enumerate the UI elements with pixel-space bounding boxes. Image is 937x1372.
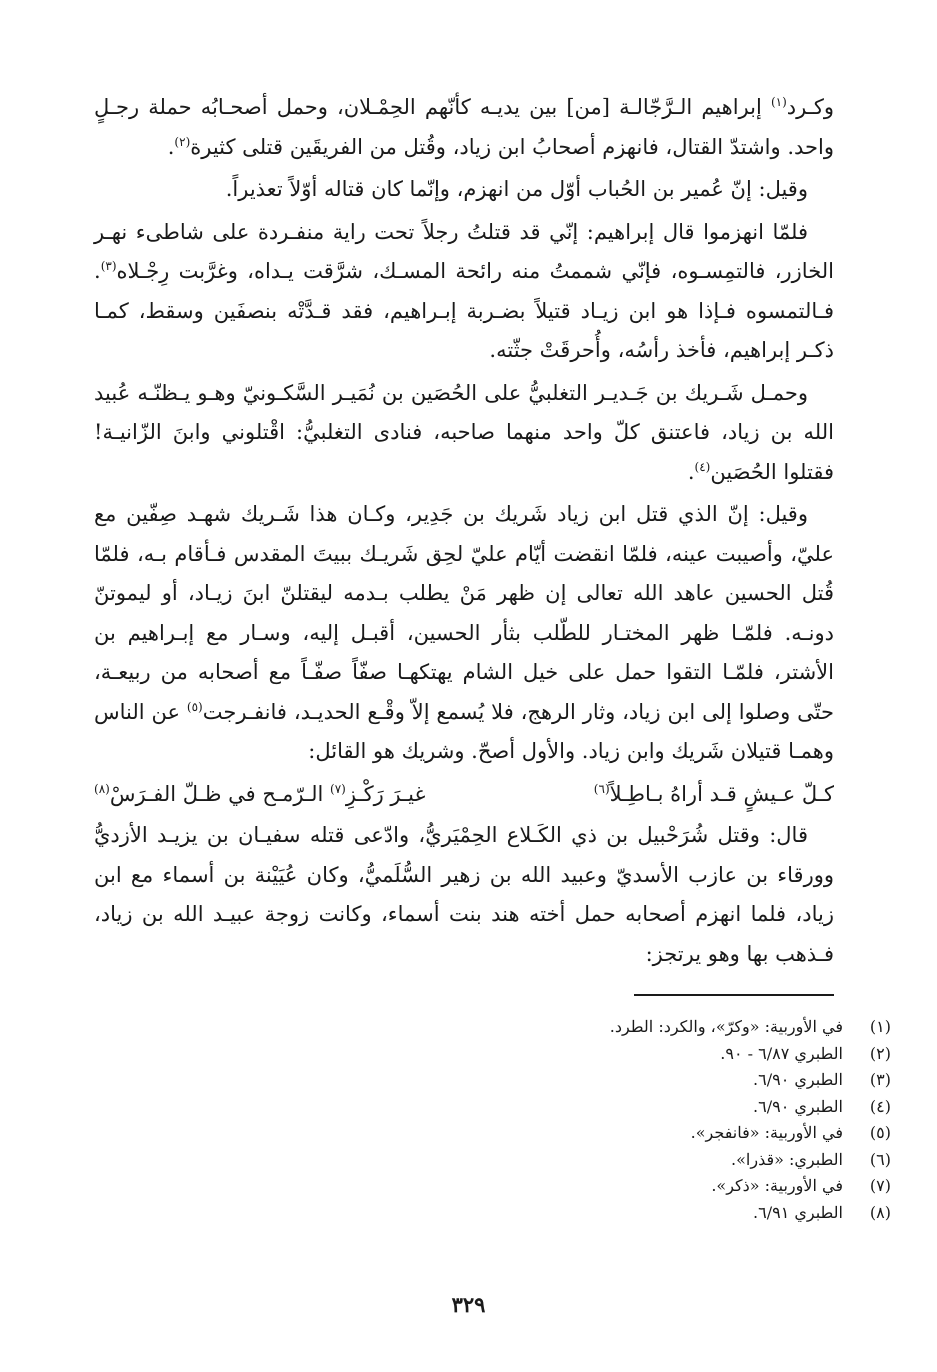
footnote-8 — [471, 1200, 891, 1227]
footnote-number: (٧) — [869, 1176, 891, 1195]
footnote-6 — [471, 1147, 891, 1174]
text-run: فلمّا انهزموا قال إبراهيم: إنّي قد قتلتُ رجلاً تحت راية منفـردة على شاطىء نهـر الخازر، فالتمِسـوه، فإنّي شممتُ منه رائحة المسـك، شرَّقت يـداه، وغرَّبت رِجْـلاه — [94, 219, 834, 283]
footnote-4 — [471, 1094, 891, 1121]
footnote-text: في الأوربية: «فانفجر». — [690, 1123, 843, 1142]
text-run: وقيل: إنّ عُمير بن الحُباب أوّل من انهزم، وإنّما كان قتاله أوّلاً تعذيراً. — [225, 177, 808, 201]
footnote-ref-6[interactable]: (٦) — [593, 781, 610, 796]
poem-verse — [94, 775, 834, 815]
page-number: ٣٢٩ — [451, 1292, 486, 1317]
text-run: عن الناس وهمـا قتيلان شَريك وابن زياد. والأول أصحّ. وشريك هو القائل: — [94, 699, 834, 763]
footnote-3 — [471, 1067, 891, 1094]
footnote-text: الطبري ٦/٩٠. — [753, 1070, 843, 1089]
text-run: قال: وقتل شُرَحْبيل بن ذي الكَـلاع الحِمْيَريُّ، وادّعى قتله سفيـان بن يزيـد الأزديُّ وورقاء بن عازب الأسديّ وعبيد الله بن زهير السُّلَميُّ، وكان عُيَيْنة بن أسماء مع ابن زياد، فلما انهزم أصحابه حمل أخته هند بنت أسماء، وكانت زوجة عبيـد الله بن زياد، فـذهب بها وهو يرتجز: — [94, 823, 834, 966]
footnote-ref-7[interactable]: (٧) — [330, 781, 346, 796]
text-run: الـرّمـح في ظـلّ الفـرَسْ — [109, 781, 330, 806]
paragraph-5 — [94, 495, 834, 772]
paragraph-2 — [94, 170, 834, 210]
footnote-ref-1[interactable]: (١) — [770, 95, 787, 109]
text-run: وكـرد — [786, 95, 834, 119]
paragraph-6 — [94, 816, 834, 974]
footnote-number: (٦) — [869, 1149, 891, 1169]
main-text — [94, 88, 834, 977]
paragraph-3 — [94, 213, 834, 371]
footnote-5 — [471, 1120, 891, 1147]
footnote-7 — [471, 1173, 891, 1200]
verse-first-hemistich — [594, 775, 834, 815]
verse-second-hemistich — [94, 775, 425, 815]
footnote-ref-5[interactable]: (٥) — [186, 699, 203, 714]
text-run: وقيل: إنّ الذي قتل ابن زياد شَريك بن جَدِير، وكـان هذا شَـريك شهـد صِفّين مع عليّ، وأصيبت عينه، فلمّا انقضت أيّام عليّ لحِق شَريـك ببيتَ المقدس فـأقام بـه، فلمّا قُتل الحسين عاهد الله تعالى إن ظهر مَنْ يطلب بـدمه ليقتلنّ ابنَ زيـاد، أو ليموتنّ دونـه. فلمّـا ظهر المختـار للطّلب بثأر الحسين، أقبـل إليه، وسـار مع إبـراهيم بن الأشتر، فلمّـا التقوا حمل على خيل الشام يهتكهـا صفّاً صفّـاً مع أصحابه من ربيعـة، حتّى وصلوا إلى ابن زياد، وثار الرهج، فلا يُسمع إلاّ وقْـع الحديـد، فانفـرجت — [94, 502, 834, 724]
footnote-number: (١) — [869, 1017, 891, 1036]
footnote-text: الطبري: «قذرا». — [731, 1149, 843, 1169]
footnote-number: (٤) — [869, 1096, 891, 1116]
text-run: . فـالتمسوه فـإذا هو ابن زيـاد قتيلاً بضـربة إبـراهيم، فقد قـدَّتْه بنصفَين وسقط، كمـا ذكـر إبراهيم، فأخذ رأسُه، وأُحرقَتْ جثّته. — [94, 259, 834, 362]
footnote-text: الطبري ٦/٩٠. — [753, 1096, 843, 1116]
footnote-text: الطبري ٦/٨٧ - ٩٠. — [720, 1043, 843, 1063]
text-run: . — [167, 134, 175, 159]
text-run: كـلّ عـيشٍ قـد أراهُ بـاطِـلاً — [609, 781, 834, 806]
footnote-text: الطبري ٦/٩١. — [753, 1202, 843, 1222]
paragraph-1 — [94, 88, 834, 167]
footnote-1 — [471, 1014, 891, 1041]
footnote-text: في الأوربية: «ذكر». — [711, 1176, 843, 1195]
text-run: . — [687, 459, 695, 484]
footnote-divider — [634, 994, 834, 996]
footnote-text: في الأوربية: «وكرّ»، والكرد: الطرد. — [609, 1017, 843, 1036]
footnote-number: (٨) — [869, 1202, 891, 1222]
paragraph-4 — [94, 374, 834, 493]
footnote-number: (٢) — [869, 1043, 891, 1063]
text-run: وحمـل شَـريك بن جَـديـر التغلبيُّ على الحُصَين بن نُمَيـر السَّكـونيّ وهـو يـظنّـه عُبيد الله بن زياد، فاعتنق كلّ واحد منهما صاحبه، فنادى التغلبيُّ: اقْتلوني وابنَ الزّانيـة! فقتلوا الحُصَين — [94, 380, 834, 484]
footnote-ref-4[interactable]: (٤) — [694, 459, 711, 474]
footnote-number: (٣) — [869, 1070, 891, 1089]
text-run: غيـرَ رَكْـزِ — [345, 781, 426, 806]
footnotes — [471, 1014, 891, 1226]
footnote-ref-3[interactable]: (٣) — [100, 259, 117, 273]
footnote-number: (٥) — [869, 1123, 891, 1142]
text-run: إبراهيم الـرَّجّالـة [من] بين يديـه كأنّهم الحِمْـلان، وحمل أصحـابُه حملة رجـلٍ واحد. واشتدّ القتال، فانهزم أصحابُ ابن زياد، وقُتل من الفريقَين قتلى كثيرة — [94, 95, 834, 159]
footnote-2 — [471, 1041, 891, 1068]
footnote-ref-2[interactable]: (٢) — [174, 134, 191, 149]
footnote-ref-8[interactable]: (٨) — [94, 781, 110, 796]
